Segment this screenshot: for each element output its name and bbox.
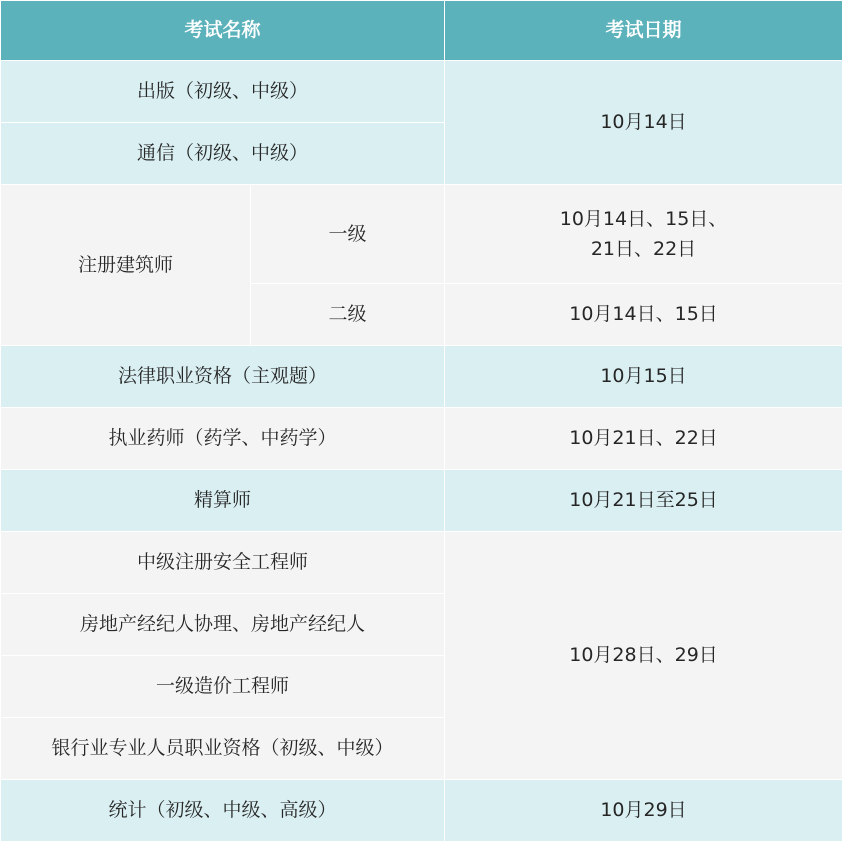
table-row <box>1 61 842 123</box>
date-chuban-tongxin: 10月14日 <box>445 61 842 185</box>
header-exam-name: 考试名称 <box>1 1 445 61</box>
date-tongji: 10月29日 <box>445 780 842 842</box>
table-row <box>1 346 842 408</box>
header-exam-date: 考试日期 <box>445 1 842 61</box>
exam-falv: 法律职业资格（主观题） <box>1 346 445 408</box>
date-falv: 10月15日 <box>445 346 842 408</box>
date-jingsuan: 10月21日至25日 <box>445 470 842 532</box>
table-row <box>1 532 842 594</box>
exam-yaoshi: 执业药师（药学、中药学） <box>1 408 445 470</box>
exam-anquan: 中级注册安全工程师 <box>1 532 445 594</box>
table-row <box>1 780 842 842</box>
exam-tongxin: 通信（初级、中级） <box>1 123 445 185</box>
date-group: 10月28日、29日 <box>445 532 842 780</box>
date-yaoshi: 10月21日、22日 <box>445 408 842 470</box>
table-row <box>1 185 842 284</box>
exam-yinhang: 银行业专业人员职业资格（初级、中级） <box>1 718 445 780</box>
table-header-row <box>1 1 842 61</box>
exam-jingsuan: 精算师 <box>1 470 445 532</box>
date-yiji-line2: 21日、22日 <box>590 238 697 260</box>
date-erji: 10月14日、15日 <box>445 284 842 346</box>
date-yiji <box>445 185 842 284</box>
exam-zhuce-jianzhu: 注册建筑师 <box>1 185 251 346</box>
table-row <box>1 408 842 470</box>
exam-chuban: 出版（初级、中级） <box>1 61 445 123</box>
table-row <box>1 470 842 532</box>
level-yiji: 一级 <box>251 185 445 284</box>
exam-zaojia: 一级造价工程师 <box>1 656 445 718</box>
exam-tongji: 统计（初级、中级、高级） <box>1 780 445 842</box>
exam-fangdichan: 房地产经纪人协理、房地产经纪人 <box>1 594 445 656</box>
date-yiji-line1: 10月14日、15日、 <box>559 207 728 230</box>
level-erji: 二级 <box>251 284 445 346</box>
